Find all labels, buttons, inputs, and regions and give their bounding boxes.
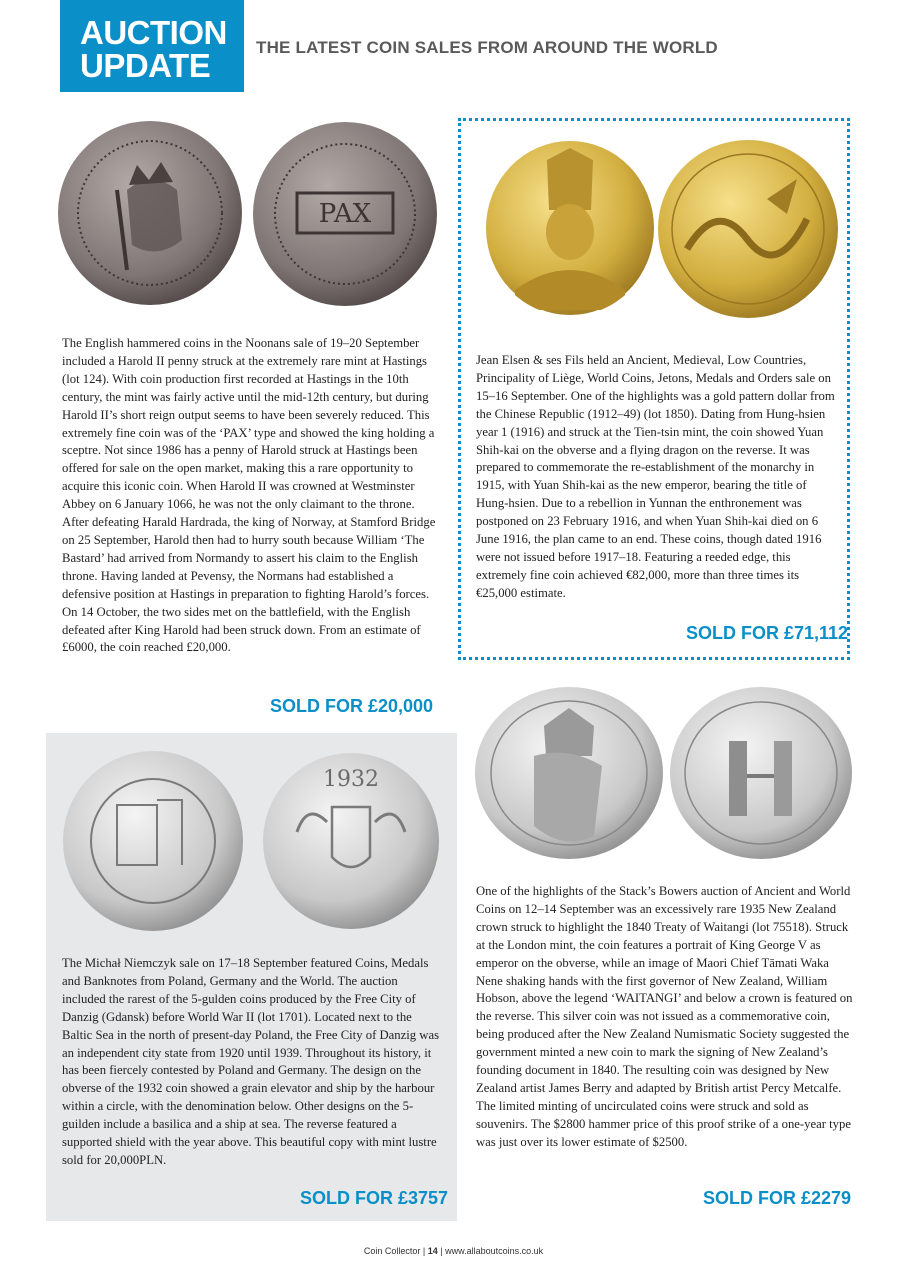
chinese-article-text: Jean Elsen & ses Fils held an Ancient, Medieval, Low Countries, Principality of Liège, World Coins, Jetons, Medals and Orders sale on 15–16 September. One of the highlights was a gold pattern dollar from the Chinese Republic (1912–49) (lot 1850). Dating from Hung-hsien year 1 (1916) and struck at the Tien-tsin mint, the coin showed Yuan Shih-kai on the obverse and a flying dragon on the reverse. It was prepared to commemorate the re-establishment of the monarchy in 1915, with Yuan Shih-kai as the new emperor, bearing the title of Hung-hsien. Due to a rebellion in Yunnan the enthronement was postponed on 23 February 1916, and when Yuan Shih-kai died on 6 June 1916, the plan came to an end. These coins, though dated 1916 were not issued before 1917–18. Featuring a reeded edge, this extremely fine coin achieved €82,000, more than three times its €25,000 estimate. <box>476 353 835 600</box>
chinese-dollar-obverse-image <box>485 140 655 316</box>
chinese-dollar-reverse-image <box>657 139 839 319</box>
danzig-5-gulden-obverse-image <box>62 750 244 932</box>
danzig-coin-year: 1932 <box>323 767 379 792</box>
nz-article-text: One of the highlights of the Stack’s Bowers auction of Ancient and World Coins on 12–14 September was an excessively rare 1935 New Zealand crown struck to highlight the 1840 Treaty of Waitangi (lot 75518). Struck at the London mint, the coin features a portrait of King George V as emperor on the obverse, while an image of Maori Chief Tāmati Waka Nene shaking hands with the first governor of New Zealand, William Hobson, above the legend ‘WAITANGI’ and below a crown is featured on the reverse. This silver coin was not issued as a commemorative coin, being produced after the New Zealand Numismatic Society suggested the government minted a new coin to mark the signing of New Zealand’s founding document in 1840. The resulting coin was designed by New Zealand artist James Berry and adapted by British artist Percy Metcalfe. The limited minting of uncirculated coins were struck and sold as souvenirs. The $2800 hammer price of this proof strike of a one-year type was just over its lower estimate of $2500. <box>476 884 853 1149</box>
harold-article-text: The English hammered coins in the Noonans sale of 19–20 September included a Harold II penny struck at the extremely rare mint at Hastings (lot 124). With coin production first recorded at Hastings in the 10th century, the mint was fairly active until the mid-12th century, but during Harold II’s short reign output seems to have been severely reduced. This extremely fine coin was of the ‘PAX’ type and showed the king holding a sceptre. Not since 1986 has a penny of Harold struck at Hastings been offered for sale on the open market, making this a rare opportunity to acquire this iconic coin. When Harold II was crowned at Westminster Abbey on 6 January 1066, he was not the only claimant to the throne. After defeating Harald Hardrada, the king of Norway, at Stamford Bridge on 25 September, Harold then had to hurry south because William ‘The Bastard’ had arrived from Normandy to assert his claim to the English throne. Having landed at Pevensy, the Normans had established a defensive position at Hastings in preparation to fighting Harold’s forces. On 14 October, the two sides met on the battlefield, with the English defeated after King Harold had been struck down. From an estimate of £6000, the coin reached £20,000. <box>62 336 436 655</box>
page-subtitle: THE LATEST COIN SALES FROM AROUND THE WORLD <box>256 38 718 57</box>
footer-website[interactable]: www.allaboutcoins.co.uk <box>445 1246 544 1256</box>
chinese-sold-price: SOLD FOR £71,112 <box>686 623 849 643</box>
badge-line-2: UPDATE <box>80 47 211 84</box>
footer-page-number: 14 <box>427 1246 438 1256</box>
danzig-5-gulden-reverse-image <box>262 752 440 930</box>
danzig-article-text: The Michał Niemczyk sale on 17–18 September featured Coins, Medals and Banknotes from Poland, Germany and the World. The auction included the rarest of the 5-gulden coins produced by the Free City of Danzig (Gdansk) before World War II (lot 1701). Located next to the Baltic Sea in the north of present-day Poland, the Free City of Danzig was an independent city state from 1920 until 1939. Throughout its history, it has been fiercely contested by Poland and Germany. The design on the obverse of the 1932 coin showed a grain elevator and ship by the harbour within a circle, with the denomination below. Other designs on the 5-guilden include a basilica and a ship at sea. The reverse featured a supported shield with the year above. This beautiful copy with mint lustre sold for 20,000PLN. <box>62 956 440 1167</box>
badge-line-1: AUCTION <box>80 14 227 51</box>
page-footer: Coin Collector | 14 | www.allaboutcoins.co.uk <box>363 1246 544 1256</box>
svg-text:PAX: PAX <box>318 199 372 229</box>
footer-magazine: Coin Collector <box>363 1246 421 1256</box>
section-badge <box>60 0 244 92</box>
nz-crown-obverse-image <box>474 686 664 860</box>
harold-penny-obverse-image <box>57 120 243 306</box>
nz-sold-price: SOLD FOR £2279 <box>703 1188 852 1208</box>
nz-crown-reverse-image <box>669 686 854 860</box>
harold-penny-reverse-image <box>252 121 438 307</box>
harold-sold-price: SOLD FOR £20,000 <box>270 696 434 716</box>
danzig-sold-price: SOLD FOR £3757 <box>300 1188 449 1208</box>
